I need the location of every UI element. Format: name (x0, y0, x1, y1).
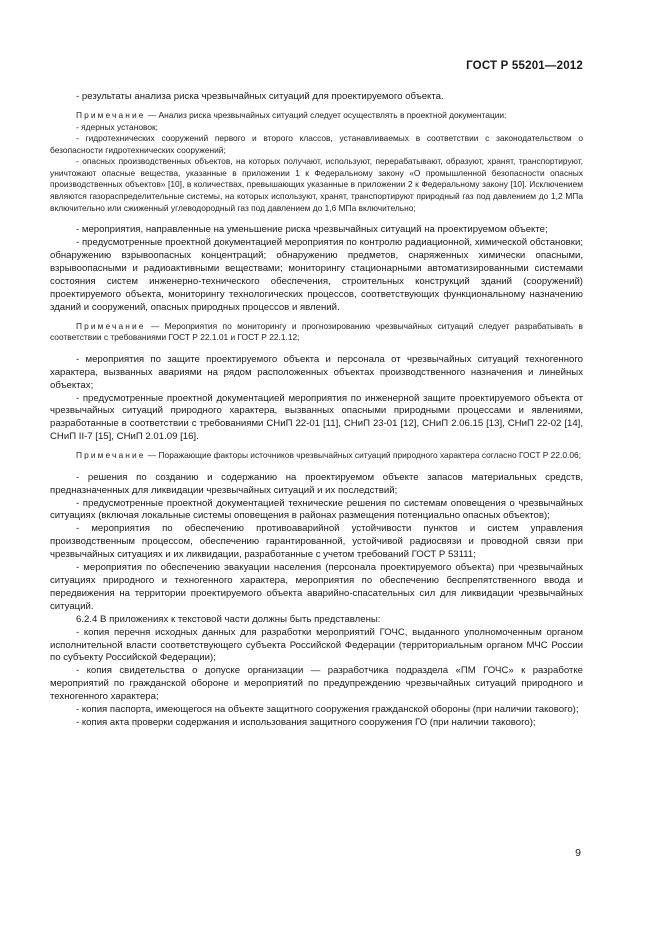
spacer (50, 344, 583, 354)
body-paragraph: - решения по созданию и содержанию на проектируемом объекте запасов материальных средств, предназначенных для ликвидации чрезвычайных ситуаций и их последствий; (50, 471, 583, 496)
standard-header: ГОСТ Р 55201—2012 (466, 60, 583, 72)
note-paragraph (50, 321, 583, 344)
spacer (50, 462, 583, 472)
body-paragraph: - копия свидетельства о допуске организации — разработчика подраздела «ПМ ГОЧС» к разработке мероприятий по гражданской обороне и мероприятий по предупреждению чрезвычайных ситуаций природного и техногенного характера; (50, 665, 583, 703)
spacer (50, 214, 583, 224)
body-paragraph: 6.2.4 В приложениях к текстовой части должны быть представлены: (76, 613, 381, 625)
note-paragraph (50, 110, 583, 122)
body-text (50, 91, 583, 730)
body-paragraph: - копия паспорта, имеющегося на объекте защитного сооружения гражданской обороны (при наличии такового); (76, 704, 579, 716)
note-label: Примечание (76, 320, 146, 331)
note-paragraph (50, 450, 583, 462)
note-text: — Анализ риска чрезвычайных ситуаций следует осуществлять в проектной документации: (145, 109, 507, 120)
note-label: Примечание (76, 109, 146, 120)
body-paragraph: - копия перечня исходных данных для разработки мероприятий ГОЧС, выданного уполномоченным органом исполнительной власти соответствующего субъекта Российской Федерации (территориальным органом МЧС России по субъекту Российской Федерации); (50, 626, 583, 664)
body-paragraph: - копия акта проверки содержания и использования защитного сооружения ГО (при наличии такового); (76, 716, 536, 728)
note-text: — Мероприятия по мониторингу и прогнозированию чрезвычайных ситуаций следует разрабатывать в соответствии с требованиями ГОСТ Р 22.1.01 и ГОСТ Р 22.1.12; (50, 320, 583, 343)
page-number: 9 (575, 847, 581, 859)
body-paragraph: - предусмотренные проектной документацией технические решения по системам оповещения о чрезвычайных ситуациях (включая локальные системы оповещения в районах размещения потенциально опасных объектов); (50, 497, 583, 522)
note-text: - гидротехнических сооружений первого и второго классов, устанавливаемых в соответствии с законодательством о безопасности гидротехнических сооружений; (50, 133, 583, 155)
note-text: - ядерных установок; (76, 121, 158, 132)
note-paragraph (50, 133, 583, 156)
note-label: Примечание (76, 450, 146, 461)
body-paragraph: - мероприятия по обеспечению противоаварийной устойчивости пунктов и систем управления производственным процессом, обеспечению гарантированной, устойчивой радиосвязи и проводной связи при чрезвычайных ситуациях и их ликвидации, разработанные с учетом требований ГОСТ Р 53111; (50, 523, 583, 561)
body-paragraph: - мероприятия по защите проектируемого объекта и персонала от чрезвычайных ситуаций техногенного характера, вызванных авариями на рядом расположенных объектах производственного назначения и линейных объектах; (50, 353, 583, 391)
body-paragraph: - мероприятия по обеспечению эвакуации населения (персонала проектируемого объекта) при чрезвычайных ситуациях природного и техногенного характера, мероприятия по обеспечению беспрепятственного ввода и передвижения на территории проектируемого объекта аварийно-спасательных сил для ликвидации чрезвычайных ситуаций. (50, 562, 583, 612)
note-text: — Поражающие факторы источников чрезвычайных ситуаций природного характера согласно ГОСТ Р 22.0.06; (145, 450, 581, 461)
body-paragraph: - предусмотренные проектной документацией мероприятия по инженерной защите проектируемого объекта от чрезвычайных ситуаций природного характера, вызванных опасными природными процессами и явлениями, разработанные в соответствии с требованиями СНиП 22-01 [11], СНиП 23-01 [12], СНиП 2.06.15 [13], СНиП 22-02 [14], СНиП II-7 [15], СНиП 2.01.09 [16]. (50, 392, 583, 443)
note-text: - опасных производственных объектов, на которых получают, используют, перерабатывают, образуют, хранят, транспортируют, уничтожают опасные вещества, указанные в приложении 1 к Федеральному закону «О промышленной безопасности опасных производственных объектов» [10], в количествах, превышающих указанные в приложении 2 к Федеральному закону [10]. Исключением являются газораспределительные системы, на которых используют, хранят, транспортируют природный газ под давлением до 1,2 МПа включительно или сжиженный углеводородный газ под давлением до 1,6 МПа включительно; (50, 156, 583, 213)
note-paragraph (50, 156, 583, 214)
body-paragraph: - предусмотренные проектной документацией мероприятия по контролю радиационной, химической обстановки; обнаружению взрывоопасных концентраций; обнаружению предметов, снаряженных химически опасными, взрывоопасными и радиоактивными веществами; мониторингу стационарными автоматизированными системами состояния систем инженерно-технического обеспечения, строительных конструкций зданий (сооружений) проектируемого объекта, мониторингу технологических процессов, соответствующих функциональному назначению зданий и сооружений, опасных природных процессов и явлений. (50, 237, 583, 313)
body-paragraph: - мероприятия, направленные на уменьшение риска чрезвычайных ситуаций на проектируемом объекте; (76, 224, 548, 236)
body-paragraph: - результаты анализа риска чрезвычайных ситуаций для проектируемого объекта. (76, 91, 444, 102)
note-paragraph (50, 122, 583, 134)
